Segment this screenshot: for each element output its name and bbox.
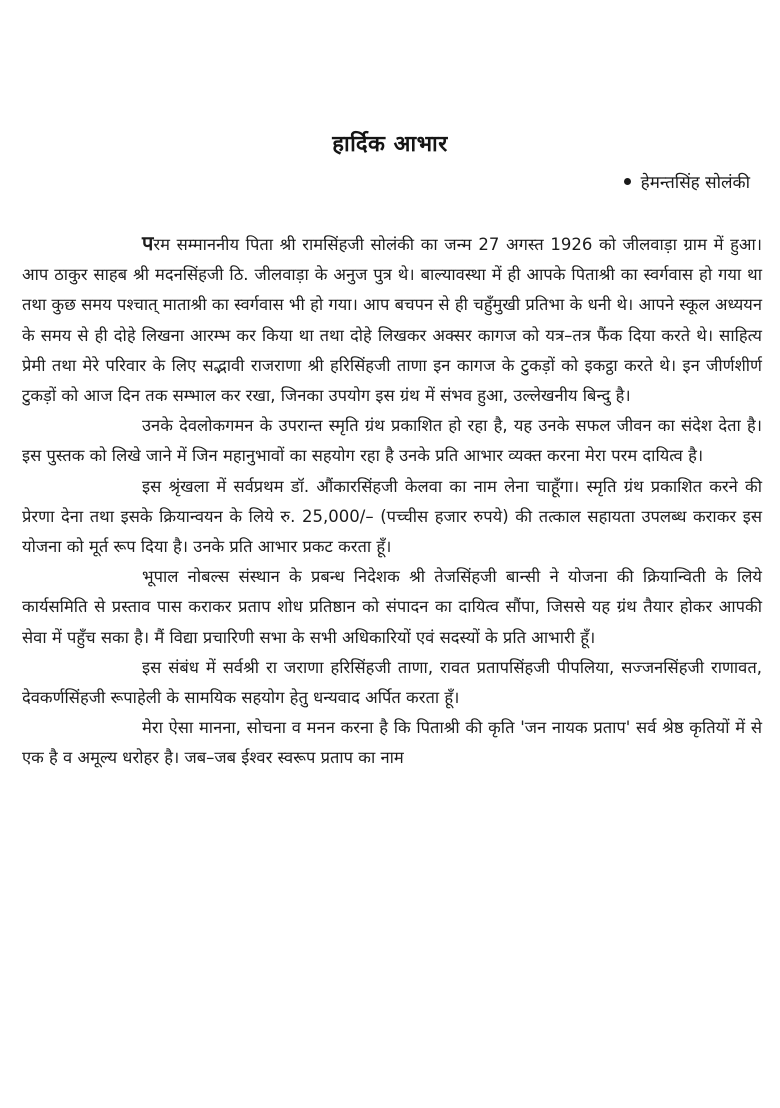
paragraph-text: रम सम्माननीय पिता श्री रामसिंहजी सोलंकी का जन्म 27 अगस्त 1926 को जीलवाड़ा ग्राम में हुआ। आप ठाकुर साहब श्री मदनसिंहजी ठि. जीलवाड़ा के अनुज पुत्र थे। बाल्यावस्था में ही आपके पिताश्री का स्वर्गवास हो गया था तथा कुछ समय पश्चात् माताश्री का स्वर्गवास भी हो गया। आप बचपन से ही चहुँमुखी प्रतिभा के धनी थे। आपने स्कूल अध्ययन के समय से ही दोहे लिखना आरम्भ कर किया था तथा दोहे लिखकर अक्सर कागज को यत्र–तत्र फैंक दिया करते थे। साहित्य प्रेमी तथा मेरे परिवार के लिए सद्भावी राजराणा श्री हरिसिंहजी ताणा इन कागज के टुकड़ों को इकट्ठा करते थे। इन जीर्णशीर्ण टुकड़ों को आज दिन तक सम्भाल कर रखा, जिनका उपयोग इस ग्रंथ में संभव हुआ, उल्लेखनीय बिन्दु है। (22, 235, 762, 406)
paragraph-4: भूपाल नोबल्स संस्थान के प्रबन्ध निदेशक श्री तेजसिंहजी बान्सी ने योजना की क्रियान्विती के लिये कार्यसमिति से प्रस्ताव पास कराकर प्रताप शोध प्रतिष्ठान को संपादन का दायित्व सौंपा, जिससे यह ग्रंथ तैयार होकर आपकी सेवा में पहुँच सका है। मैं विद्या प्रचारिणी सभा के सभी अधिकारियों एवं सदस्यों के प्रति आभारी हूँ। (22, 567, 762, 647)
paragraph-1 (22, 228, 762, 411)
paragraph-6: मेरा ऐसा मानना, सोचना व मनन करना है कि पिताश्री की कृति 'जन नायक प्रताप' सर्व श्रेष्ठ कृतियों में से एक है व अमूल्य धरोहर है। जब–जब ईश्वर स्वरूप प्रताप का नाम (22, 718, 762, 768)
drop-initial: प (142, 231, 154, 255)
paragraph-2: उनके देवलोकगमन के उपरान्त स्मृति ग्रंथ प्रकाशित हो रहा है, यह उनके सफल जीवन का संदेश देता है। इस पुस्तक को लिखे जाने में जिन महानुभावों का सहयोग रहा है उनके प्रति आभार व्यक्त करना मेरा परम दायित्व है। (22, 416, 762, 466)
author-name: हेमन्तसिंह सोलंकी (640, 173, 750, 193)
page-title: हार्दिक आभार (332, 132, 448, 157)
author-line (624, 170, 750, 193)
bullet-icon (624, 178, 631, 185)
paragraph-5: इस संबंध में सर्वश्री रा जराणा हरिसिंहजी ताणा, रावत प्रतापसिंहजी पीपलिया, सज्जनसिंहजी राणावत, देवकर्णसिंहजी रूपाहेली के सामयिक सहयोग हेतु धन्यवाद अर्पित करता हूँ। (22, 657, 762, 708)
paragraph-3: इस श्रृंखला में सर्वप्रथम डॉ. औंकारसिंहजी केलवा का नाम लेना चाहूँगा। स्मृति ग्रंथ प्रकाशित करने की प्रेरणा देना तथा इसके क्रियान्वयन के लिये रु. 25,000/– (पच्चीस हजार रुपये) की तत्काल सहायता उपलब्ध कराकर इस योजना को मूर्त रूप दिया है। उनके प्रति आभार प्रकट करता हूँ। (22, 476, 762, 557)
body-text (22, 228, 762, 774)
